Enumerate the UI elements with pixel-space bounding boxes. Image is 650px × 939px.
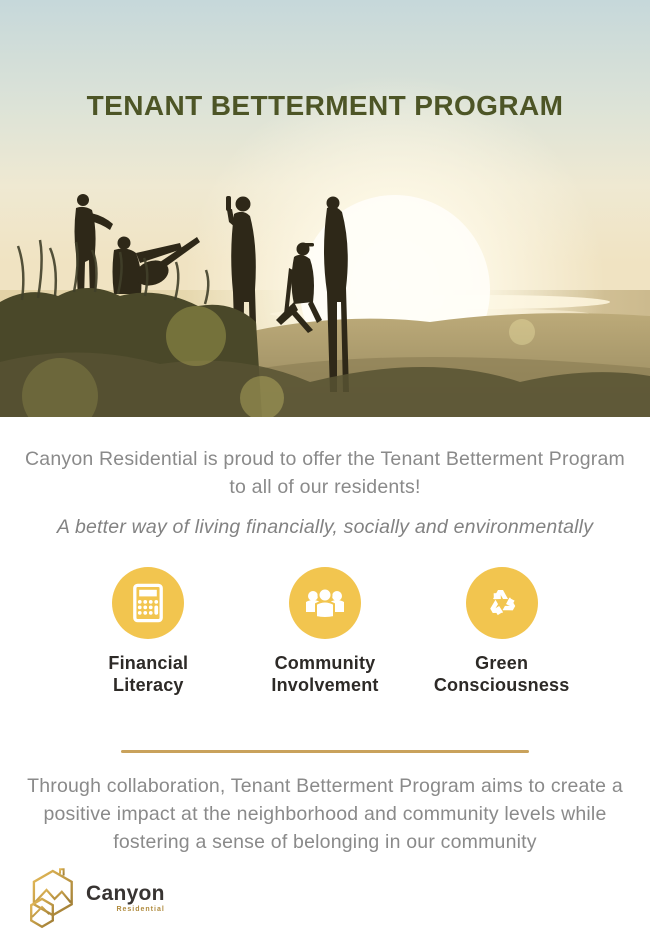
feature-label: Community Involvement bbox=[271, 653, 379, 695]
section-divider bbox=[121, 750, 529, 753]
hero-photo bbox=[0, 0, 650, 417]
feature-label: Green Consciousness bbox=[433, 653, 570, 695]
beach-sunset-photo bbox=[0, 0, 650, 417]
brand-subtitle: Residential bbox=[116, 906, 165, 913]
feature-community-involvement bbox=[237, 567, 414, 696]
outro-text: Through collaboration, Tenant Betterment Program aims to create a positive impact at the neighborhood and community levels while fostering a sense of belonging in our community bbox=[27, 775, 623, 853]
canyon-logo-icon bbox=[24, 866, 78, 930]
features-row bbox=[60, 567, 590, 696]
recycle-icon bbox=[466, 567, 538, 639]
intro-section bbox=[0, 417, 650, 541]
feature-label: Financial Literacy bbox=[108, 653, 189, 695]
brand-logo bbox=[24, 866, 165, 930]
intro-text: Canyon Residential is proud to offer the Tenant Betterment Program to all of our residents! bbox=[25, 448, 625, 498]
page-title: TENANT BETTERMENT PROGRAM bbox=[86, 90, 564, 121]
people-group-icon bbox=[289, 567, 361, 639]
brand-name: Canyon bbox=[86, 882, 165, 905]
tagline-text: A better way of living financially, socially and environmentally bbox=[56, 516, 594, 538]
feature-financial-literacy bbox=[60, 567, 237, 696]
feature-green-consciousness bbox=[413, 567, 590, 696]
calculator-icon bbox=[112, 567, 184, 639]
brand-text bbox=[86, 883, 165, 913]
